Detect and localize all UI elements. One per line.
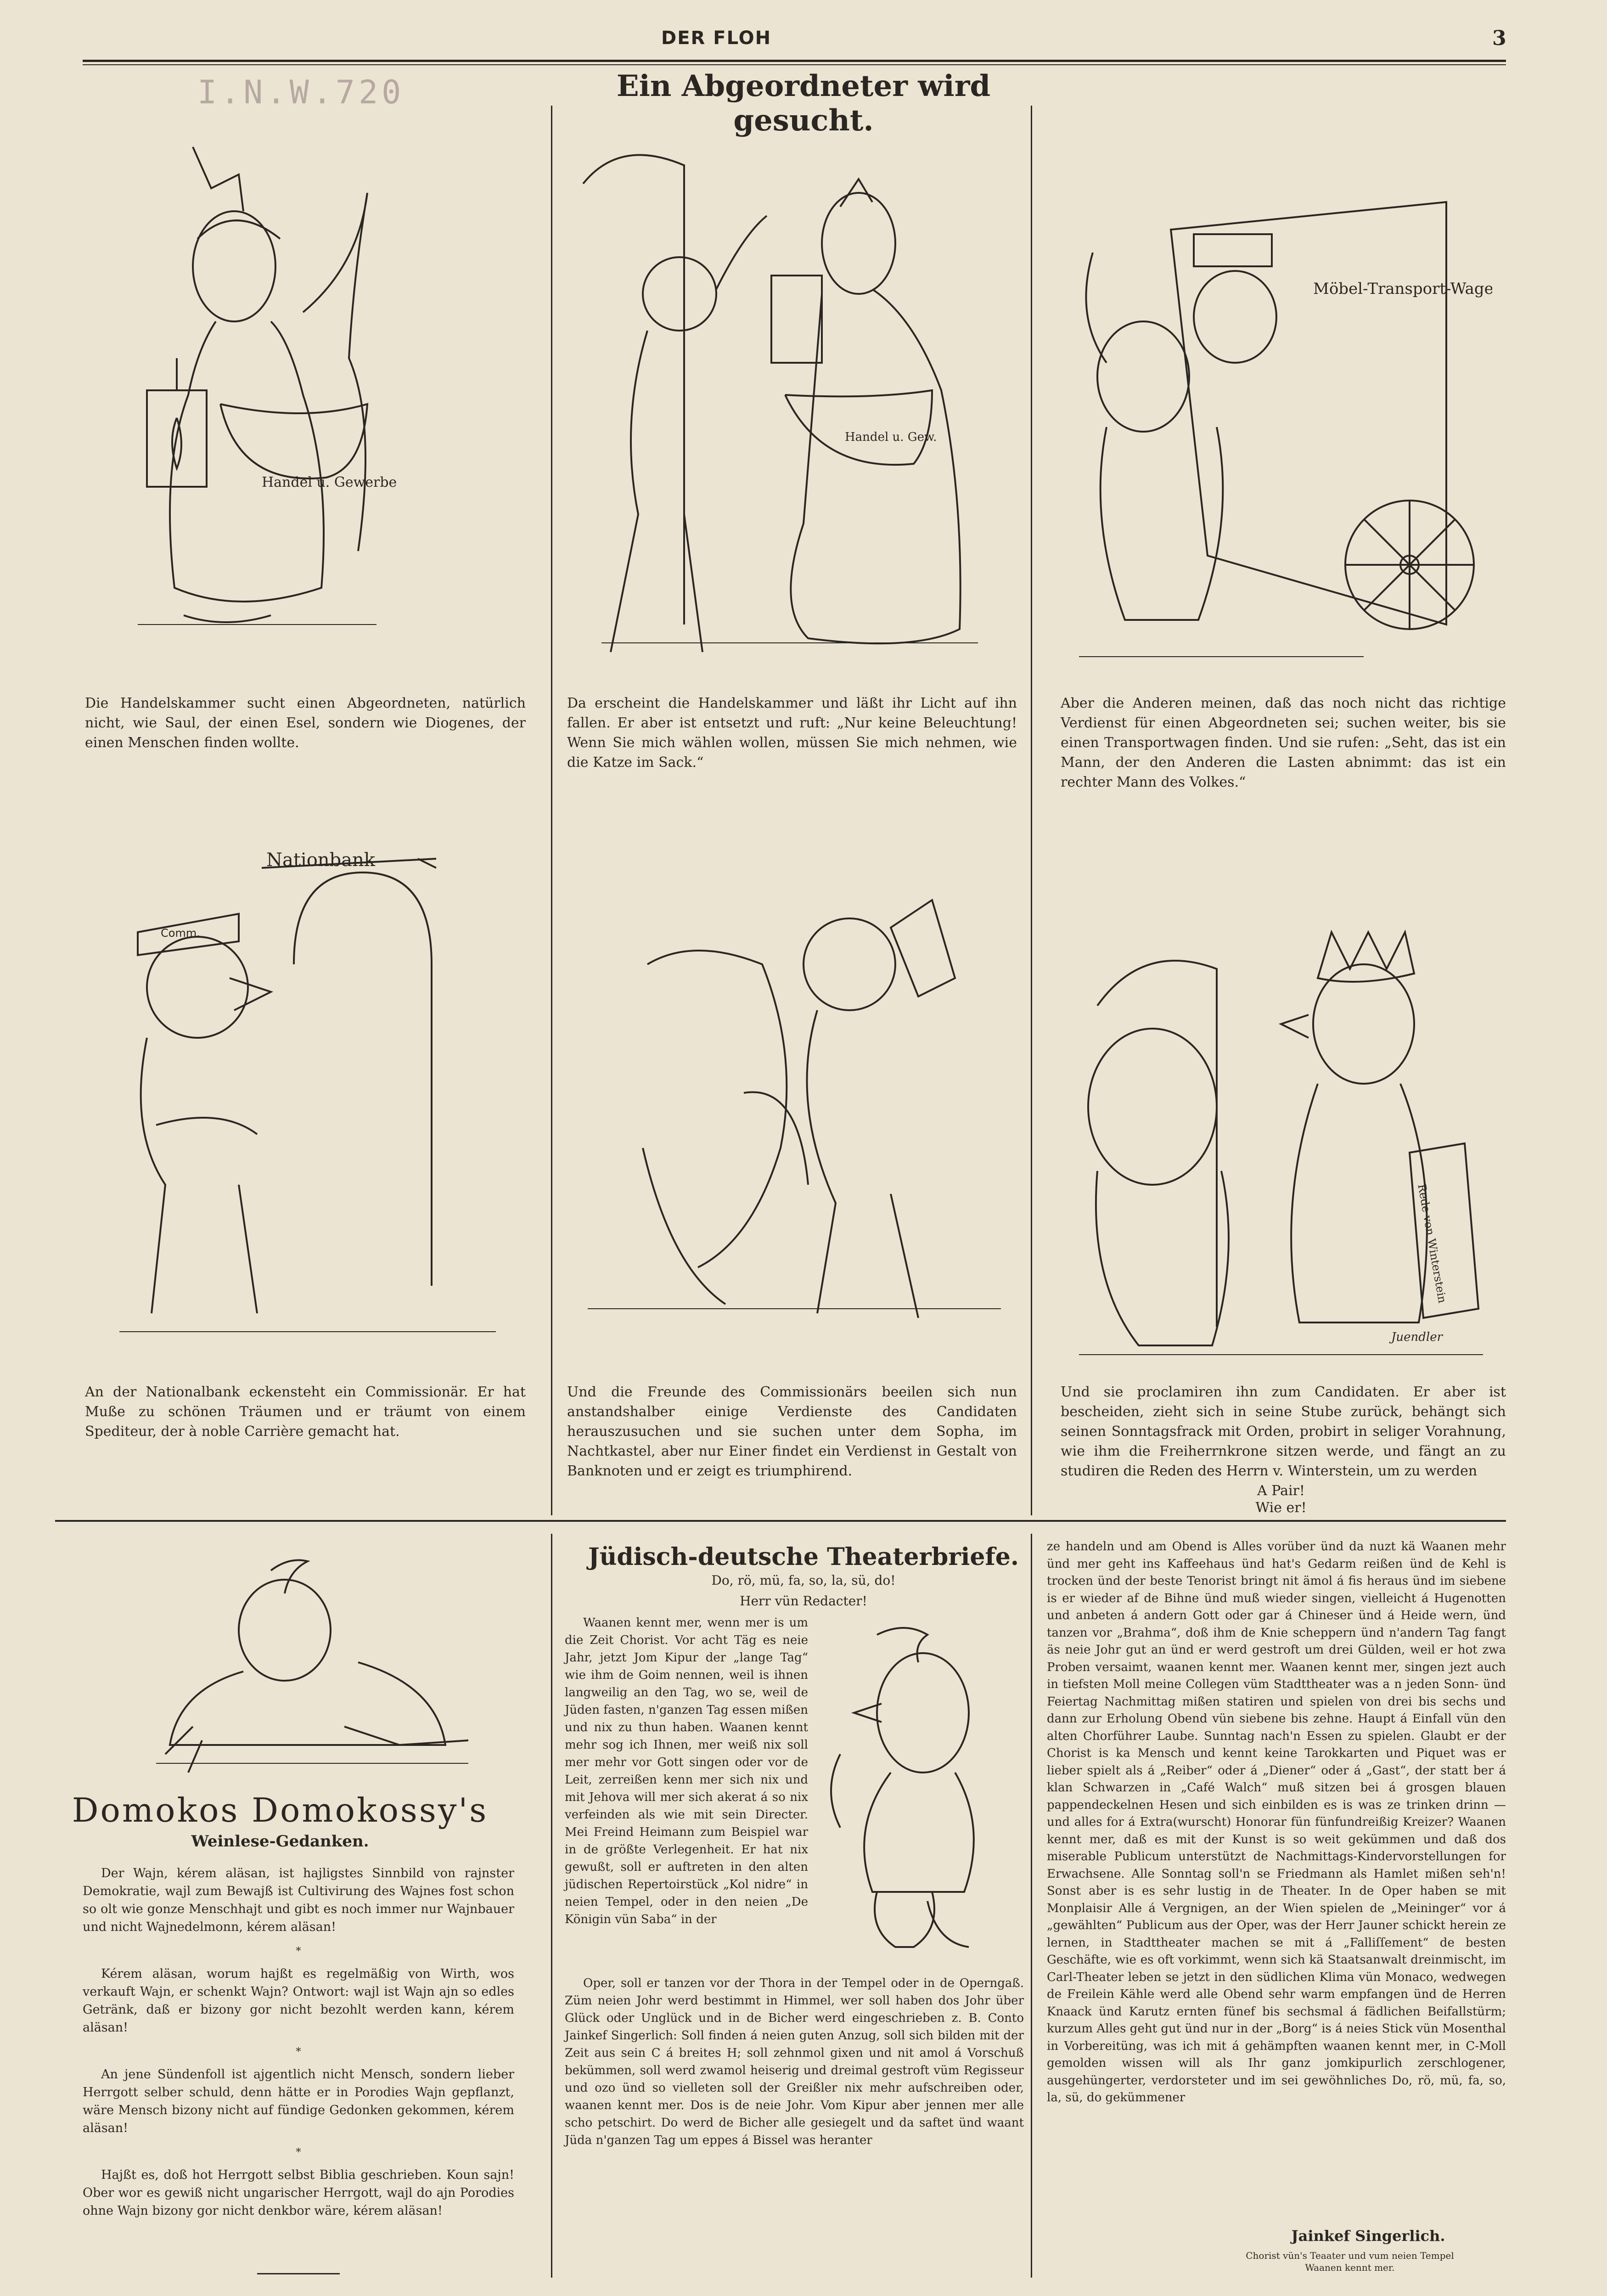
theater-text-right: ze handeln und am Obend is Alles vorüber ünd da nuzt kä Waanen mehr ünd mer geht ins Kaffeehaus ünd hat's Gedarm reißen ünd de Kehl is trocken ünd der beste Tenorist bringt nit ämol á fis heraus ünd im siebene is er wieder af de Bihne ünd muß wieder singen, vielleicht á Hugenotten und anbeten á andern Gott oder gar á Chineser ünd á Heide wern, ünd tanzen vor „Brahma“, doß ihm de Knie scheppern ünd n'andern Tag fangt äs neie Johr gut an ünd er werd gestroft um drei Gülden, weil er hot zwa Proben versaimt, waanen kennt mer. Waanen kennt mer, singen jezt auch in tiefsten Moll meine Collegen vüm Stadttheater was a n jeden Sonn- ünd Feiertag Nachmittag mißen statiren und spielen von drei bis sechs und dann zur Erholung Obend vün siebene bis zehne. Haupt á Einfall vün den alten Chorführer Laube. Sunntag nach'n Essen zu spielen. Glaubt er der Chorist is ka Mensch und kennt keine Tarokkarten und Piquet was er lieber spielt als á „Reiber“ oder á „Diener“ oder á „Gast“, der statt ber á klan Schwarzen in „Café Walch“ muß sitzen bei á grosgen blauen pappendeckelnen Hesen und sich einbilden es is was ze trinken drinn — und alles for á Extra(wurscht) Honorar fün fünfundreißig Kreizer? Waanen kennt mer, daß es mit der Kunst is so weit gekümmen und daß dos miserable Publicum unterstützt de Nachmittags-Kindervorstellungen for Erwachsene. Alle Sonntag soll'n se Friedmann als Hamlet mißen seh'n! Sonst aber is es sehr lustig in de Theater. In de Oper haben se mit Monplaisir Alle á Vergnigen, an der Wien spielen de „Meininger“ vor á „gewählten“ Publicum aus der Oper, was der Herr Jauner schickt herein ze lernen, in Stadttheater machen se mit á „Falliſſement“ de besten Geschäfte, wie es oft vorkimmt, wenn sich kä Staatsanwalt dreinmischt, im Carl-Theater leben se jetzt in den südlichen Klima vün Monaco, wedwegen de Freilein Kähle werd alle Obend sehr warm empfangen ünd de Herren Knaack ünd Karutz ernten fünef bis sechsmal á fädlichen Beifallstürm; kurzum Alles geht gut ünd nur in der „Borg“ is á neies Stick vün Mosenthal in Vorbereitüng, was ich mit á gehämpften waanen kennt mer, in C-Moll gemolden wissen will als Ihr ganz jomkipurlich zerschlogener, ausgehüngerter, verdorsteter und im sei gewöhnliches Do, rö, mü, fa, so, la, sü, do gekümmener xyxy=(1047,1540,1506,2105)
man-with-grapes-drawing xyxy=(138,1552,487,1782)
caption-6-end-1: A Pair! xyxy=(1257,1483,1305,1499)
header-rule-thin xyxy=(83,64,1506,65)
domokos-subtitle: Weinlese-Gedanken. xyxy=(191,1832,369,1851)
domokos-text: Der Wajn, kérem aläsan, ist hajligstes Sinnbild von rajnster Demokratie, wajl zum Bewajß ist Cultivirung des Wajnes fost schon so olt wie gonze Menschhajt und gibt es noch immer nur Wajnbauer und nicht Wajnedelmonn, kérem aläsan! * Kérem aläsan, worum hajßt es regelmäßig von Wirth, wos verkauft Wajn, er schenkt Wajn? Ontwort: wajl ist Wajn ajn so edles Getränk, daß er bizony gor nicht bezohlt werden kann, kérem aläsan! * An jene Sündenfoll ist ajgentlich nicht Mensch, sondern lieber Herrgott selber schuld, denn hätte er in Porodies Wajn gepflanzt, wäre Mensch bizony nicht auf fündige Gedonken gekommen, kérem aläsan! * Hajßt es, doß hot Herrgott selbst Biblia geschrieben. Koun sajn! Ober wor es gewiß nicht ungarischer Herrgott, wajl do ajn Porodies ohne Wajn bizony gor nicht denkbor wäre, kérem aläsan! xyxy=(83,1866,514,2218)
basket-label-2: Handel u. Gew. xyxy=(845,430,937,444)
cartoon-panel-4 xyxy=(101,850,514,1345)
cartoon-panel-1 xyxy=(83,119,496,675)
friends-searching-drawing xyxy=(579,872,1015,1368)
bank-label: Nationbank xyxy=(266,850,376,871)
cartoon-panel-3 xyxy=(1056,184,1492,689)
theater-signature-note-2: Waanen kennt mer. xyxy=(1305,2262,1395,2273)
newspaper-label: Rede von Winterstein xyxy=(1415,1183,1449,1304)
hiding-candidate-drawing xyxy=(565,138,1015,661)
basket-label: Handel u. Gewerbe xyxy=(262,474,397,490)
chorist-caricature-drawing xyxy=(808,1616,1019,1975)
artist-signature: Juendler xyxy=(1391,1330,1443,1344)
page-number: 3 xyxy=(1492,27,1506,50)
theater-text-left: Waanen kennt mer, wenn mer is um die Zeit Chorist. Vor acht Täg es neie Jahr, jetzt Jom Kipur der „lange Tag“ wie ihm de Goim nennen, weil is ihnen langweilig an den Tag, wo se, weil de Jüden fasten, n'ganzen Tag essen mißen und nix zu thun haben. Waanen kennt mehr sog ich Ihnen, mer weiß nix soll mer mehr vor Gott singen oder vor de Leit, zerreißen kenn mer sich nix und mit Jehova will mer sich akerat á so nix verfeinden als wie mit sein Directer. Mei Freind Heimann zum Beispiel war in de größte Verlegenheit. Er hat nix gewußt, soll er auftreten in den alten jüdischen Repertoirstück „Kol nidre“ in neien Tempel, oder in den neien „De Königin vün Saba“ in der xyxy=(565,1616,808,1926)
wagon-label: Möbel-Transport-Wagen xyxy=(1313,280,1492,298)
theater-signature: Jainkef Singerlich. xyxy=(1291,2227,1445,2245)
archive-stamp: I.N.W.720 xyxy=(197,73,405,111)
caption-3: Aber die Anderen meinen, daß das noch nicht das richtige Verdienst für einen Abgeordneten sei; suchen weiter, bis sie einen Transportwagen finden. Und sie rufen: „Seht, das ist ein Mann, der den Anderen die Lasten abnimmt: das ist ein rechter Mann des Volkes.“ xyxy=(1061,695,1506,790)
column-divider-2 xyxy=(1031,106,1032,1515)
caption-2: Da erscheint die Handelskammer und läßt ihr Licht auf ihn fallen. Er aber ist entsetzt und ruft: „Nur keine Beleuchtung! Wenn Sie mich wählen wollen, müssen Sie mich nehmen, wie die Katze im Sack.“ xyxy=(567,695,1017,771)
caption-4: An der Nationalbank eckensteht ein Commissionär. Er hat Muße zu schönen Träumen und er träumt von einem Spediteur, der à noble Carrière gemacht hat. xyxy=(85,1384,526,1440)
masthead: DER FLOH xyxy=(661,28,772,49)
transport-wagon-drawing xyxy=(1056,184,1492,689)
cartoon-panel-6 xyxy=(1070,914,1492,1373)
domokos-title: Domokos Domokossy's xyxy=(72,1791,489,1829)
domokos-drawing xyxy=(138,1552,487,1782)
caption-1: Die Handelskammer sucht einen Abgeordneten, natürlich nicht, wie Saul, der einen Esel, sondern wie Diogenes, der einen Menschen finden wollte. xyxy=(85,695,526,751)
header-rule xyxy=(83,60,1506,62)
commissionaer-drawing xyxy=(101,850,514,1345)
theater-title: Jüdisch-deutsche Theaterbriefe. xyxy=(588,1543,1019,1571)
theater-drawing xyxy=(808,1616,1019,1975)
handelskammer-lantern-drawing xyxy=(83,119,496,675)
theater-signature-note-1: Chorist vün's Teaater und vum neien Tempel xyxy=(1246,2250,1454,2261)
bottom-divider-2 xyxy=(1031,1534,1032,2278)
caption-6-end-2: Wie er! xyxy=(1255,1500,1307,1516)
theater-greeting: Herr vün Redacter! xyxy=(740,1593,867,1609)
cap-label: Comm. xyxy=(161,927,200,940)
domokos-end-rule xyxy=(257,2273,340,2274)
bottom-divider-1 xyxy=(551,1534,552,2278)
cartoon-panel-2 xyxy=(565,138,1015,661)
caption-6: Und sie proclamiren ihn zum Candidaten. Er aber ist bescheiden, zieht sich in seine Stube zurück, behängt sich seinen Sonntagsfrack mit Orden, probirt in seliger Vorahnung, wie ihm die Freiherrnkrone sitzen werde, und fängt an zu studiren die Reden des Herrn v. Winterstein, um zu werden xyxy=(1061,1384,1506,1479)
column-divider-1 xyxy=(551,106,552,1515)
cartoon-title: Ein Abgeordneter wird gesucht. xyxy=(616,69,991,138)
section-rule xyxy=(55,1520,1506,1522)
candidate-crown-drawing xyxy=(1070,914,1492,1373)
theater-text-bottom: Oper, soll er tanzen vor der Thora in der Tempel oder in de Operngaß. Züm neien Johr werd bestimmt in Himmel, wer soll haben dos Johr über Glück oder Unglück und in de Bicher werd eingeschrieben z. B. Conto Jainkef Singerlich: Soll finden á neien guten Anzug, soll sich bilden mit der Zeit aus sein C á breites H; soll zehnmol gixen und nit amol á Vorschuß bekümmen, soll werd zwamol heiserig und dreimal gestroft vüm Regisseur und ozo ünd so vielleten soll der Greißler nix mehr aufschreiben oder, waanen kennt mer. Dos is de neie Johr. Vom Kipur aber jennen mer alle scho petschirt. Do werd de Bicher alle gesiegelt und da saftet ünd waant Jüda n'ganzen Tag um eppes á Bissel was heranter xyxy=(565,1976,1024,2147)
caption-5: Und die Freunde des Commissionärs beeilen sich nun anstandshalber einige Verdienste des Candidaten herauszusuchen und sie suchen unter dem Sopha, im Nachtkastel, aber nur Einer findet ein Verdienst in Gestalt von Banknoten und er zeigt es triumphirend. xyxy=(567,1384,1017,1479)
cartoon-panel-5 xyxy=(579,872,1015,1368)
theater-scale: Do, rö, mü, fa, so, la, sü, do! xyxy=(711,1573,896,1588)
